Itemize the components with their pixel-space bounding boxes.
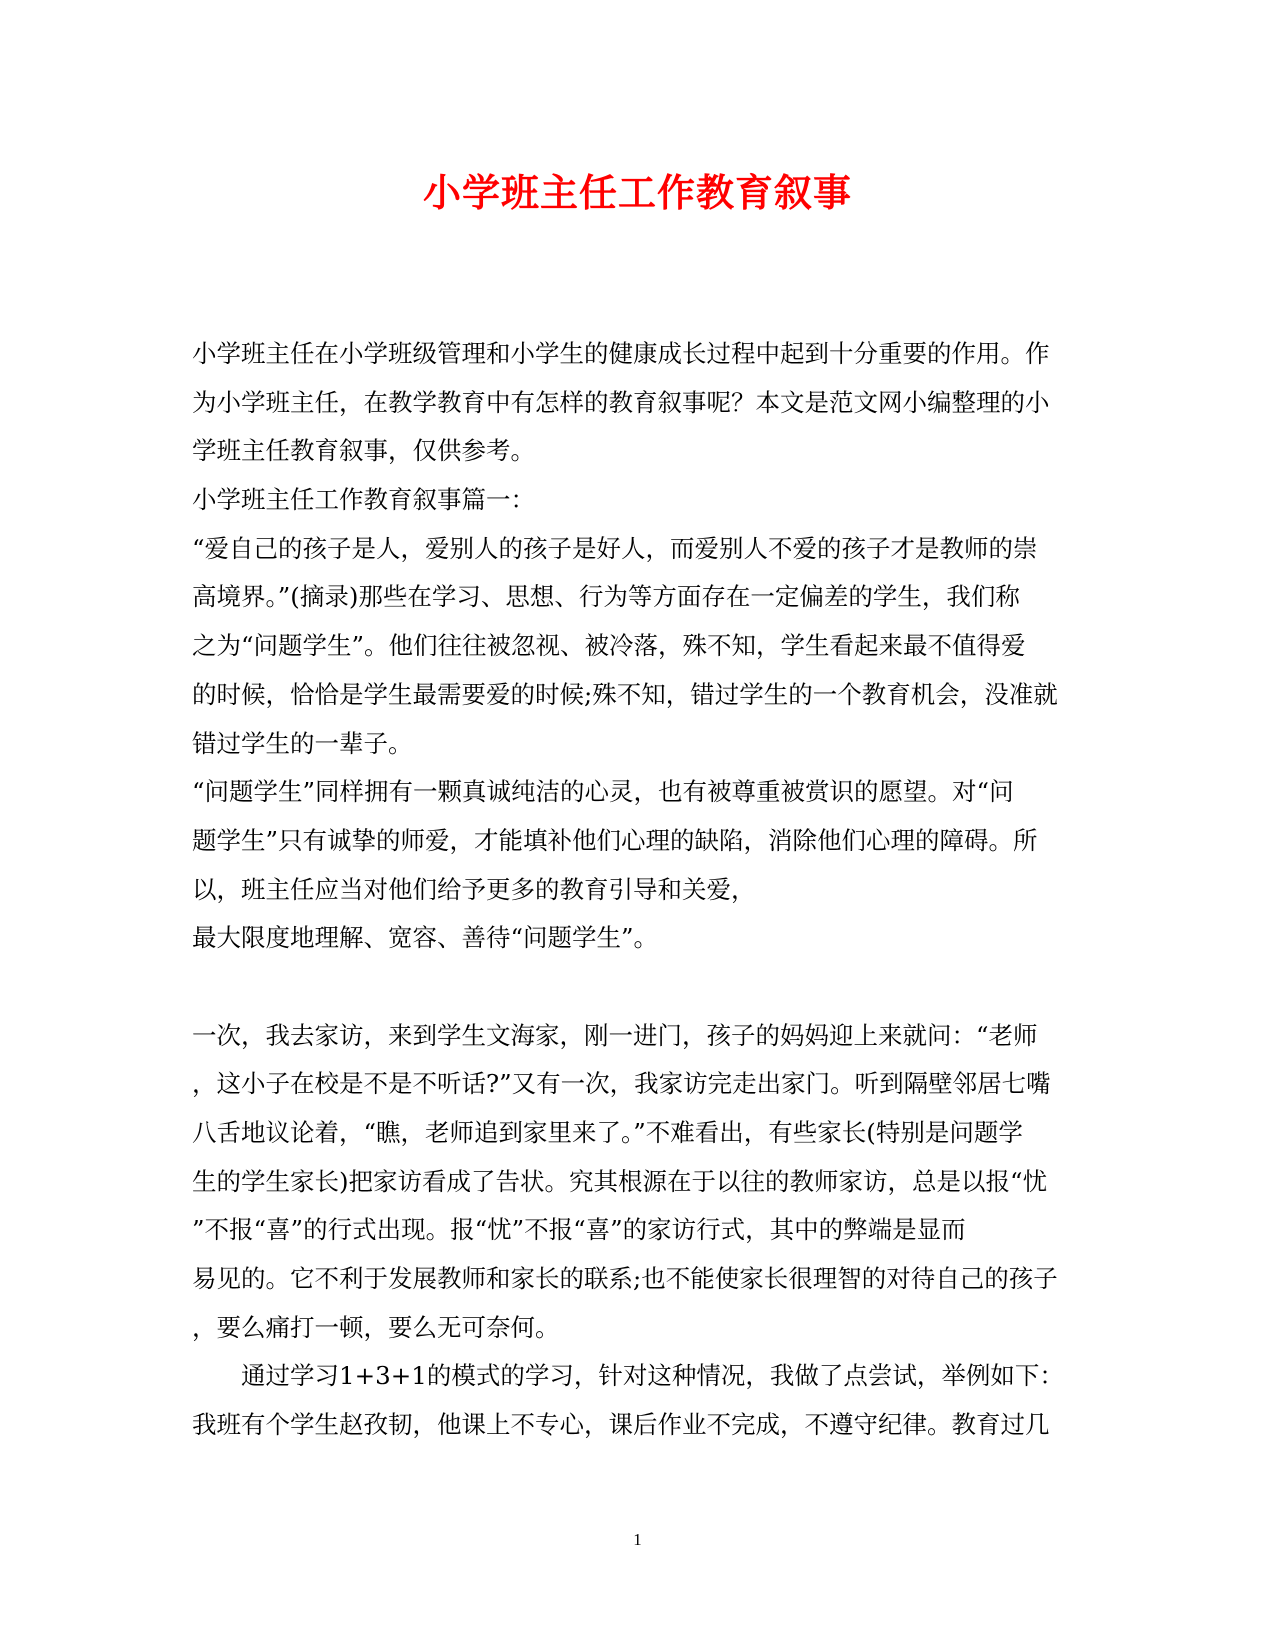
text-line: ”不报“喜”的行式出现。报“忧”不报“喜”的家访行式，其中的弊端是显而 [192, 1215, 966, 1245]
text-line: 我班有个学生赵孜韧，他课上不专心，课后作业不完成，不遵守纪律。教育过几 [192, 1410, 1050, 1440]
text-line: 错过学生的一辈子。 [192, 728, 413, 758]
blank-line [192, 963, 1082, 1012]
text-line: 八舌地议论着，“瞧，老师追到家里来了。”不难看出，有些家长(特别是问题学 [192, 1118, 1023, 1147]
document-body [192, 330, 1082, 1450]
text-line: 学班主任教育叙事，仅供参考。 [192, 436, 535, 466]
text-line: “问题学生”同样拥有一颗真诚纯洁的心灵，也有被尊重被赏识的愿望。对“问 [192, 777, 1014, 807]
text-line: 通过学习1+3+1的模式的学习，针对这种情况，我做了点尝试，举例如下： [241, 1361, 1064, 1391]
text-line: “爱自己的孩子是人，爱别人的孩子是好人，而爱别人不爱的孩子才是教师的崇 [192, 533, 1038, 563]
text-line: 易见的。它不利于发展教师和家长的联系;也不能使家长很理智的对待自己的孩子 [192, 1264, 1058, 1294]
text-line: 生的学生家长)把家访看成了告状。究其根源在于以往的教师家访，总是以报“忧 [192, 1166, 1048, 1196]
text-line: 为小学班主任，在教学教育中有怎样的教育叙事呢？本文是范文网小编整理的小 [192, 387, 1050, 417]
text-line: 最大限度地理解、宽容、善待“问题学生”。 [192, 923, 659, 953]
page-number: 1 [633, 1530, 642, 1549]
text-line: 的时候，恰恰是学生最需要爱的时候;殊不知，错过学生的一个教育机会，没准就 [192, 679, 1058, 709]
section-heading: 小学班主任工作教育叙事篇一： [192, 485, 535, 515]
text-line: 小学班主任在小学班级管理和小学生的健康成长过程中起到十分重要的作用。作 [192, 339, 1050, 368]
text-line: 以，班主任应当对他们给予更多的教育引导和关爱， [192, 874, 756, 904]
text-line: 高境界。”(摘录)那些在学习、思想、行为等方面存在一定偏差的学生，我们称 [192, 582, 1020, 612]
text-line: 题学生”只有诚挚的师爱，才能填补他们心理的缺陷，消除他们心理的障碍。所 [192, 825, 1038, 855]
document-title: 小学班主任工作教育叙事 [422, 170, 852, 215]
text-line: 一次，我去家访，来到学生文海家，刚一进门，孩子的妈妈迎上来就问：“老师 [192, 1020, 1038, 1050]
text-line: ，这小子在校是不是不听话?”又有一次，我家访完走出家门。听到隔壁邻居七嘴 [192, 1069, 1051, 1099]
text-line: ，要么痛打一顿，要么无可奈何。 [192, 1312, 560, 1342]
text-line: 之为“问题学生”。他们往往被忽视、被冷落，殊不知，学生看起来最不值得爱 [192, 631, 1026, 661]
